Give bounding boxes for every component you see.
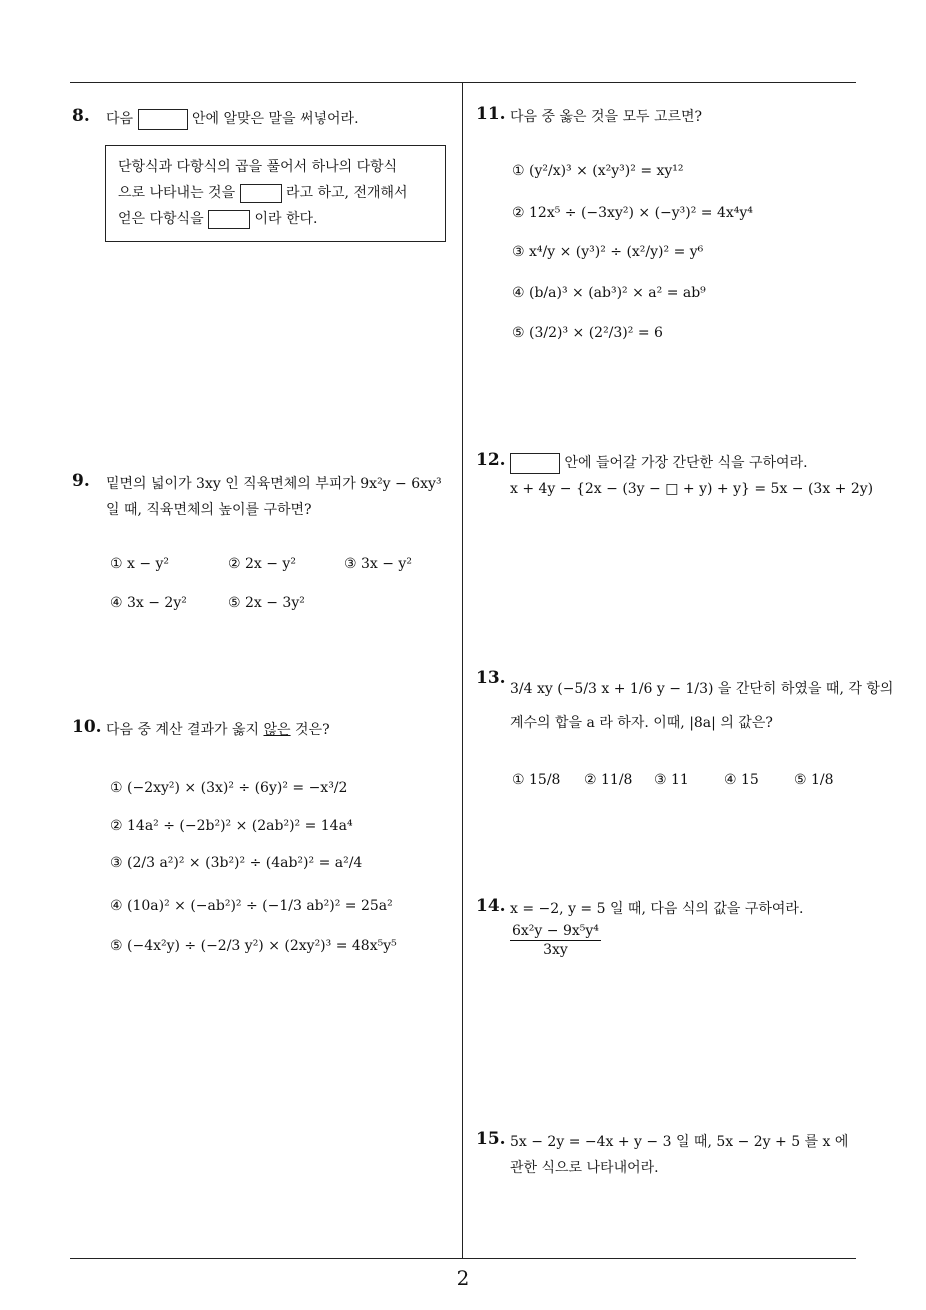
q13-line2: 계수의 합을 a 라 하자. 이때, |8a| 의 값은? [510,715,773,731]
q11-choice-5[interactable]: ⑤ (3/2)³ × (2²/3)² = 6 [512,325,663,341]
q12-prompt [510,452,808,474]
q10-prompt-underlined: 않은 [263,722,291,738]
q10-choice-1[interactable]: ① (−2xy²) × (3x)² ÷ (6y)² = −x³/2 [110,780,348,796]
q10-prompt-b: 것은? [295,722,330,738]
q8-blank-2[interactable] [208,210,250,229]
q13-number: 13. [476,668,506,688]
q9-choice-5[interactable]: ⑤ 2x − 3y² [228,595,305,611]
top-rule [70,82,856,83]
q8-prompt-b: 안에 알맞은 말을 써넣어라. [191,111,359,127]
q13-choice-2[interactable]: ② 11/8 [584,772,633,788]
q8-answer-blank[interactable] [138,109,188,130]
q14-denominator: 3xy [543,942,568,958]
q13-choice-3[interactable]: ③ 11 [654,772,689,788]
q9-choice-3[interactable]: ③ 3x − y² [344,556,412,572]
q12-number: 12. [476,450,506,470]
q9-number: 9. [72,471,90,491]
q10-prompt-a: 다음 중 계산 결과가 옳지 [106,722,260,738]
q14-prompt: x = −2, y = 5 일 때, 다음 식의 값을 구하여라. [510,901,804,917]
q10-prompt [106,719,330,739]
q10-choice-3[interactable]: ③ (2/3 a²)² × (3b²)² ÷ (4ab²)² = a²/4 [110,855,363,871]
q13-choice-5[interactable]: ⑤ 1/8 [794,772,834,788]
q14-number: 14. [476,896,506,916]
q12-answer-blank[interactable] [510,453,560,474]
q11-number: 11. [476,104,506,124]
q10-choice-5[interactable]: ⑤ (−4x²y) ÷ (−2/3 y²) × (2xy²)³ = 48x⁵y⁵ [110,938,397,954]
q13-line1: 3/4 xy (−5/3 x + 1/6 y − 1/3) 을 간단히 하였을 때, 각 항의 [510,681,894,697]
q8-box-line3a: 얻은 다항식을 [118,211,204,227]
q8-box-line2a: 으로 나타내는 것을 [118,185,236,201]
q9-choice-4[interactable]: ④ 3x − 2y² [110,595,187,611]
q10-number: 10. [72,717,102,737]
q11-prompt: 다음 중 옳은 것을 모두 고르면? [510,109,703,125]
q8-box-line3 [118,208,318,229]
q8-prompt-a: 다음 [106,111,134,127]
q8-prompt [106,108,359,130]
q9-choice-1[interactable]: ① x − y² [110,556,170,572]
page-number: 2 [456,1266,470,1290]
q13-choice-4[interactable]: ④ 15 [724,772,759,788]
bottom-rule [70,1258,856,1259]
q11-choice-4[interactable]: ④ (b/a)³ × (ab³)² × a² = ab⁹ [512,285,706,301]
q11-choice-1[interactable]: ① (y²/x)³ × (x²y³)² = xy¹² [512,163,684,179]
q8-box-line3b: 이라 한다. [254,211,318,227]
q15-line1: 5x − 2y = −4x + y − 3 일 때, 5x − 2y + 5 를 x 에 [510,1134,849,1150]
q8-box-line2 [118,182,408,203]
q14-expression-fraction [510,922,601,959]
q8-box-line1: 단항식과 다항식의 곱을 풀어서 하나의 다항식 [118,159,398,175]
q8-number: 8. [72,106,90,126]
q9-line1: 밑면의 넓이가 3xy 인 직육면체의 부피가 9x²y − 6xy³ [106,476,442,492]
q15-line2: 관한 식으로 나타내어라. [510,1160,659,1176]
q12-prompt-text: 안에 들어갈 가장 간단한 식을 구하여라. [564,455,808,471]
q13-choice-1[interactable]: ① 15/8 [512,772,561,788]
column-divider [462,82,463,1259]
q14-fraction [510,922,601,959]
q15-number: 15. [476,1129,506,1149]
q9-choice-2[interactable]: ② 2x − y² [228,556,296,572]
q11-choice-2[interactable]: ② 12x⁵ ÷ (−3xy²) × (−y³)² = 4x⁴y⁴ [512,205,753,221]
q14-numerator: 6x²y − 9x⁵y⁴ [512,923,599,939]
q9-line2: 일 때, 직육면체의 높이를 구하면? [106,502,312,518]
q10-choice-2[interactable]: ② 14a² ÷ (−2b²)² × (2ab²)² = 14a⁴ [110,818,353,834]
q12-expression: x + 4y − {2x − (3y − □ + y) + y} = 5x − (3x + 2y) [510,481,874,497]
q8-box-line2b: 라고 하고, 전개해서 [286,185,408,201]
q10-choice-4[interactable]: ④ (10a)² × (−ab²)² ÷ (−1/3 ab²)² = 25a² [110,898,393,914]
q11-choice-3[interactable]: ③ x⁴/y × (y³)² ÷ (x²/y)² = y⁶ [512,244,704,260]
q8-blank-1[interactable] [240,184,282,203]
